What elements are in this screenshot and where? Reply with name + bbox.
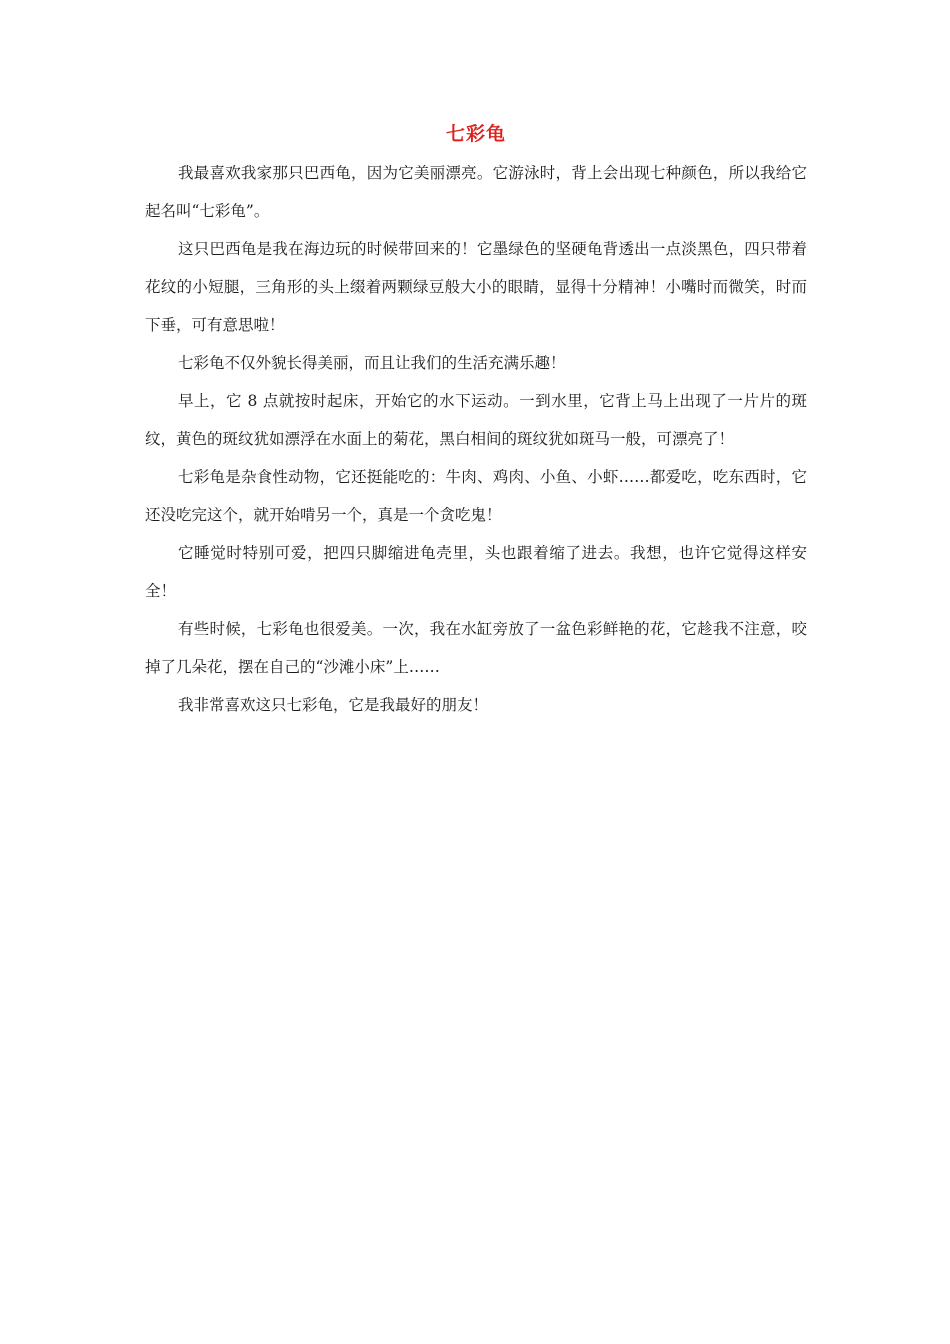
document-title: 七彩龟 bbox=[445, 123, 506, 145]
document-body bbox=[145, 118, 807, 724]
paragraph-5: 七彩龟是杂食性动物，它还挺能吃的：牛肉、鸡肉、小鱼、小虾……都爱吃，吃东西时，它还没吃完这个，就开始啃另一个，真是一个贪吃鬼！ bbox=[145, 468, 807, 524]
paragraph-1: 我最喜欢我家那只巴西龟，因为它美丽漂亮。它游泳时，背上会出现七种颜色，所以我给它起名叫“七彩龟”。 bbox=[145, 164, 807, 220]
paragraph-4: 早上，它 8 点就按时起床，开始它的水下运动。一到水里，它背上马上出现了一片片的斑纹，黄色的斑纹犹如漂浮在水面上的菊花，黑白相间的斑纹犹如斑马一般，可漂亮了！ bbox=[145, 392, 807, 448]
paragraph-3: 七彩龟不仅外貌长得美丽，而且让我们的生活充满乐趣！ bbox=[178, 354, 566, 372]
paragraph-2: 这只巴西龟是我在海边玩的时候带回来的！它墨绿色的坚硬龟背透出一点淡黑色，四只带着花纹的小短腿，三角形的头上缀着两颗绿豆般大小的眼睛，显得十分精神！小嘴时而微笑，时而下垂，可有意思啦！ bbox=[145, 240, 807, 334]
paragraph-7: 有些时候，七彩龟也很爱美。一次，我在水缸旁放了一盆色彩鲜艳的花，它趁我不注意，咬掉了几朵花，摆在自己的“沙滩小床”上…… bbox=[145, 620, 807, 676]
paragraph-8: 我非常喜欢这只七彩龟，它是我最好的朋友！ bbox=[178, 696, 489, 714]
paragraph-6: 它睡觉时特别可爱，把四只脚缩进龟壳里，头也跟着缩了进去。我想，也许它觉得这样安全！ bbox=[145, 544, 807, 600]
